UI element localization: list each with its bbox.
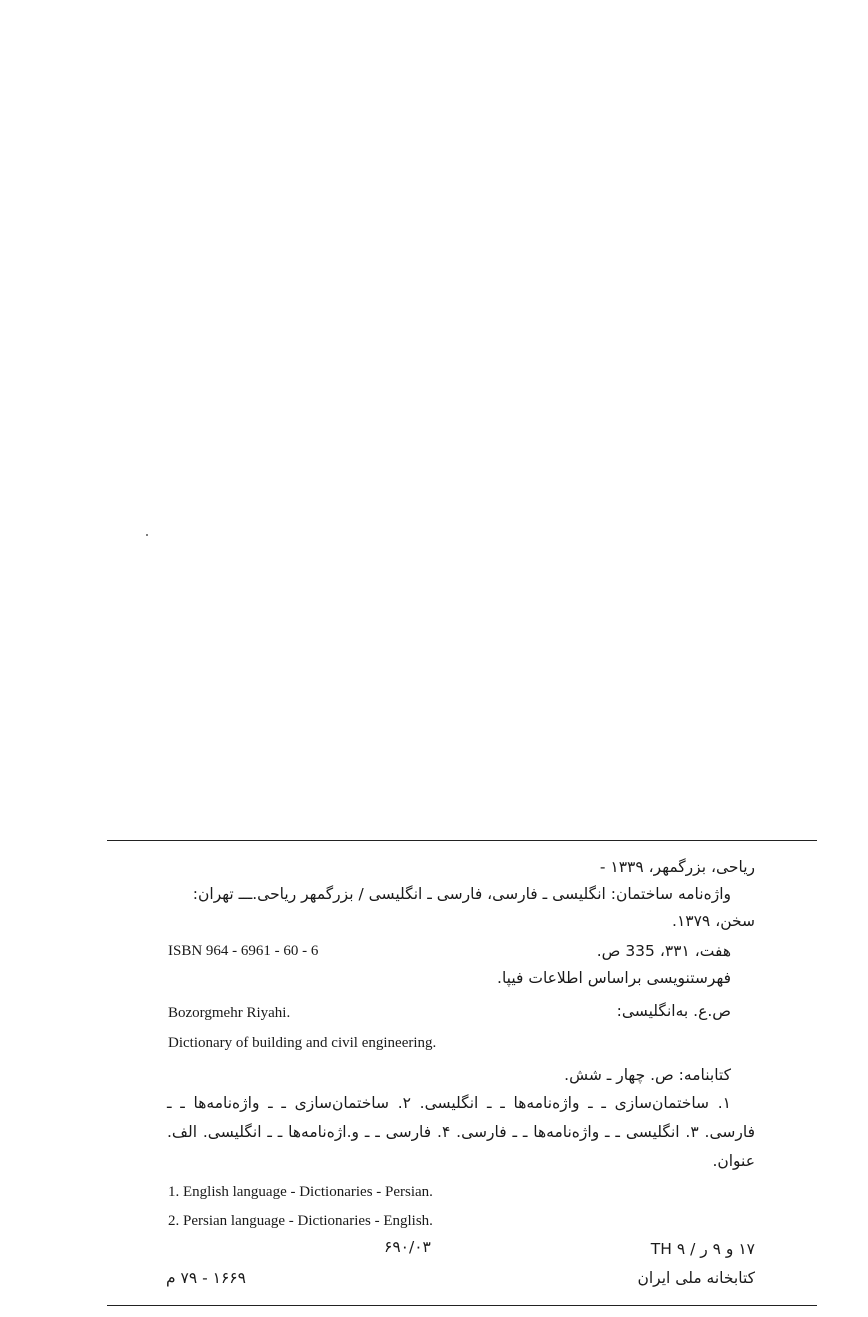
subjects-line-1: ۱. ساختمان‌سازی ـ ـ واژه‌نامه‌ها ـ ـ انگلیسی. ۲. ساختمان‌سازی ـ ـ واژه‌نامه‌ها ـ ـ: [167, 1094, 731, 1112]
isbn: ISBN 964 - 6961 - 60 - 6: [168, 943, 319, 959]
author-line: ریاحی، بزرگمهر، ۱۳۳۹ -: [599, 858, 755, 876]
top-rule: [107, 840, 817, 841]
subjects-line-3: عنوان.: [712, 1152, 755, 1170]
english-note-label: ص.ع. به‌انگلیسی:: [616, 1002, 731, 1020]
dewey-number: ۶۹۰/۰۳: [384, 1238, 431, 1256]
english-title: Dictionary of building and civil engineering.: [168, 1035, 437, 1051]
english-subject-2: 2. Persian language - Dictionaries - English.: [168, 1213, 433, 1229]
library-name: کتابخانه ملی ایران: [637, 1269, 755, 1287]
scan-speck: [146, 534, 148, 536]
publication-line: سخن، ۱۳۷۹.: [672, 912, 755, 930]
bibliography-note: کتابنامه: ص. چهار ـ شش.: [564, 1066, 731, 1084]
record-number: ۱۶۶۹ - ۷۹ م: [166, 1269, 246, 1287]
english-subject-1: 1. English language - Dictionaries - Persian.: [168, 1184, 433, 1200]
english-author: Bozorgmehr Riyahi.: [168, 1005, 291, 1021]
bottom-rule: [107, 1305, 817, 1306]
fipa-note: فهرستنویسی براساس اطلاعات فیپا.: [497, 969, 731, 987]
pagination: هفت، ۳۳۱، 335 ص.: [596, 942, 731, 960]
title-line: واژه‌نامه ساختمان: انگلیسی ـ فارسی، فارسی ـ انگلیسی / بزرگمهر ریاحی.ـــ تهران:: [192, 885, 731, 903]
call-number: ۱۷ و ۹ ر / TH ۹: [650, 1240, 755, 1258]
subjects-line-2: فارسی. ۳. انگلیسی ـ ـ واژه‌نامه‌ها ـ ـ فارسی. ۴. فارسی ـ ـ و.اژه‌نامه‌ها ـ ـ انگلیسی. الف.: [167, 1123, 755, 1141]
